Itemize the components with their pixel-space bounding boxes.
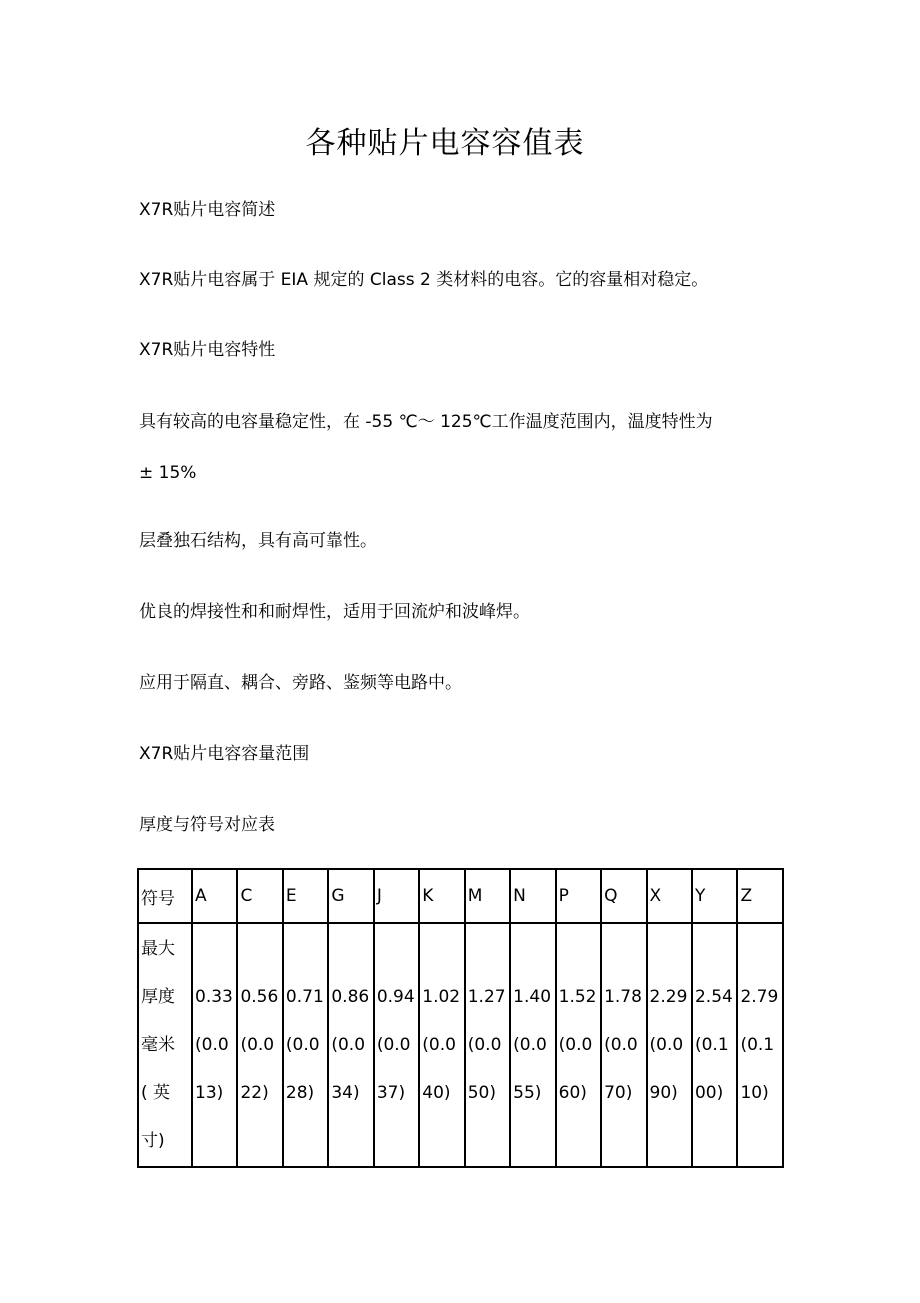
- symbol-cell: N: [510, 869, 555, 923]
- thickness-inch-part2: 40): [422, 1083, 451, 1103]
- thickness-mm: 2.29: [649, 987, 688, 1007]
- thickness-inch-part1: (0.0: [558, 1035, 593, 1055]
- thickness-inch-part1: (0.0: [467, 1035, 502, 1055]
- paragraph-stability-line1: 具有较高的电容量稳定性，在 -55 ℃～ 125℃工作温度范围内，温度特性为: [139, 412, 713, 432]
- thickness-value-cell: [510, 923, 555, 1167]
- symbol-cell: X: [647, 869, 692, 923]
- thickness-inch-part2: 37): [376, 1083, 406, 1103]
- thickness-inch-part1: (0.0: [422, 1035, 456, 1055]
- thickness-value-cell: [328, 923, 373, 1167]
- thickness-value-cell: [647, 923, 692, 1167]
- section-heading-characteristics: X7R贴片电容特性: [139, 340, 276, 360]
- thickness-value-cell: [692, 923, 737, 1167]
- row-label-line: 毫米: [141, 1035, 175, 1055]
- section-heading-overview: X7R贴片电容简述: [139, 200, 276, 220]
- row-label-line: 厚度: [141, 987, 175, 1007]
- paragraph-stability-line2: ± 15%: [139, 463, 197, 483]
- thickness-inch-part2: 60): [558, 1083, 587, 1103]
- thickness-inch-part2: 00): [694, 1083, 724, 1103]
- symbol-cell: Q: [601, 869, 646, 923]
- table-header-row: [138, 869, 783, 923]
- thickness-inch-part2: 28): [285, 1083, 315, 1103]
- paragraph-structure: 层叠独石结构，具有高可靠性。: [139, 531, 377, 551]
- symbol-cell: Y: [692, 869, 737, 923]
- thickness-inch-part2: 90): [649, 1083, 678, 1103]
- table-caption: 厚度与符号对应表: [139, 815, 275, 835]
- thickness-mm: 1.40: [513, 987, 552, 1007]
- thickness-value-cell: [192, 923, 237, 1167]
- thickness-mm: 1.02: [422, 987, 461, 1007]
- symbol-cell: P: [556, 869, 601, 923]
- paragraph-applications: 应用于隔直、耦合、旁路、鉴频等电路中。: [139, 673, 462, 693]
- symbol-cell: M: [465, 869, 510, 923]
- thickness-inch-part1: (0.1: [740, 1035, 775, 1055]
- thickness-value-cell: [465, 923, 510, 1167]
- thickness-inch-part1: (0.0: [240, 1035, 275, 1055]
- symbol-cell: E: [283, 869, 328, 923]
- thickness-mm: 1.78: [604, 987, 642, 1007]
- table-value-row: [138, 923, 783, 1167]
- header-label-cell: 符号: [138, 869, 192, 923]
- symbol-cell: G: [328, 869, 373, 923]
- thickness-inch-part2: 50): [467, 1083, 496, 1103]
- thickness-inch-part1: (0.0: [195, 1035, 229, 1055]
- row-label-line: 最大: [141, 939, 175, 959]
- thickness-value-cell: [601, 923, 646, 1167]
- thickness-mm: 2.54: [694, 987, 733, 1007]
- thickness-mm: 1.52: [558, 987, 597, 1007]
- section-heading-capacity-range: X7R贴片电容容量范围: [139, 744, 310, 764]
- thickness-mm: 0.94: [376, 987, 415, 1007]
- row-label-line: ( 英: [141, 1083, 171, 1103]
- thickness-mm: 0.86: [331, 987, 370, 1007]
- thickness-value-cell: [283, 923, 328, 1167]
- thickness-value-cell: [374, 923, 419, 1167]
- thickness-value-cell: [237, 923, 282, 1167]
- thickness-inch-part1: (0.0: [513, 1035, 547, 1055]
- thickness-mm: 0.33: [195, 987, 233, 1007]
- symbol-cell: C: [237, 869, 282, 923]
- thickness-inch-part1: (0.0: [604, 1035, 638, 1055]
- thickness-mm: 2.79: [740, 987, 779, 1007]
- symbol-cell: Z: [737, 869, 783, 923]
- thickness-value-cell: [419, 923, 464, 1167]
- paragraph-solderability: 优良的焊接性和和耐焊性，适用于回流炉和波峰焊。: [139, 602, 530, 622]
- thickness-value-cell: [737, 923, 783, 1167]
- thickness-inch-part1: (0.0: [285, 1035, 320, 1055]
- thickness-inch-part2: 13): [195, 1083, 224, 1103]
- thickness-mm: 0.56: [240, 987, 279, 1007]
- thickness-inch-part1: (0.0: [376, 1035, 411, 1055]
- thickness-inch-part2: 70): [604, 1083, 633, 1103]
- thickness-inch-part1: (0.1: [694, 1035, 729, 1055]
- thickness-symbol-table: [137, 868, 784, 1168]
- paragraph-class-description: X7R贴片电容属于 EIA 规定的 Class 2 类材料的电容。它的容量相对稳定。: [139, 270, 709, 290]
- thickness-mm: 0.71: [285, 987, 324, 1007]
- thickness-inch-part1: (0.0: [331, 1035, 366, 1055]
- row-label-line: 寸): [141, 1131, 165, 1151]
- row-label-cell: [138, 923, 192, 1167]
- symbol-cell: J: [374, 869, 419, 923]
- thickness-inch-part2: 34): [331, 1083, 360, 1103]
- thickness-inch-part2: 22): [240, 1083, 269, 1103]
- thickness-mm: 1.27: [467, 987, 506, 1007]
- thickness-inch-part1: (0.0: [649, 1035, 684, 1055]
- thickness-inch-part2: 10): [740, 1083, 769, 1103]
- thickness-inch-part2: 55): [513, 1083, 542, 1103]
- symbol-cell: A: [192, 869, 237, 923]
- document-title: 各种贴片电容容值表: [305, 126, 585, 161]
- symbol-cell: K: [419, 869, 464, 923]
- thickness-value-cell: [556, 923, 601, 1167]
